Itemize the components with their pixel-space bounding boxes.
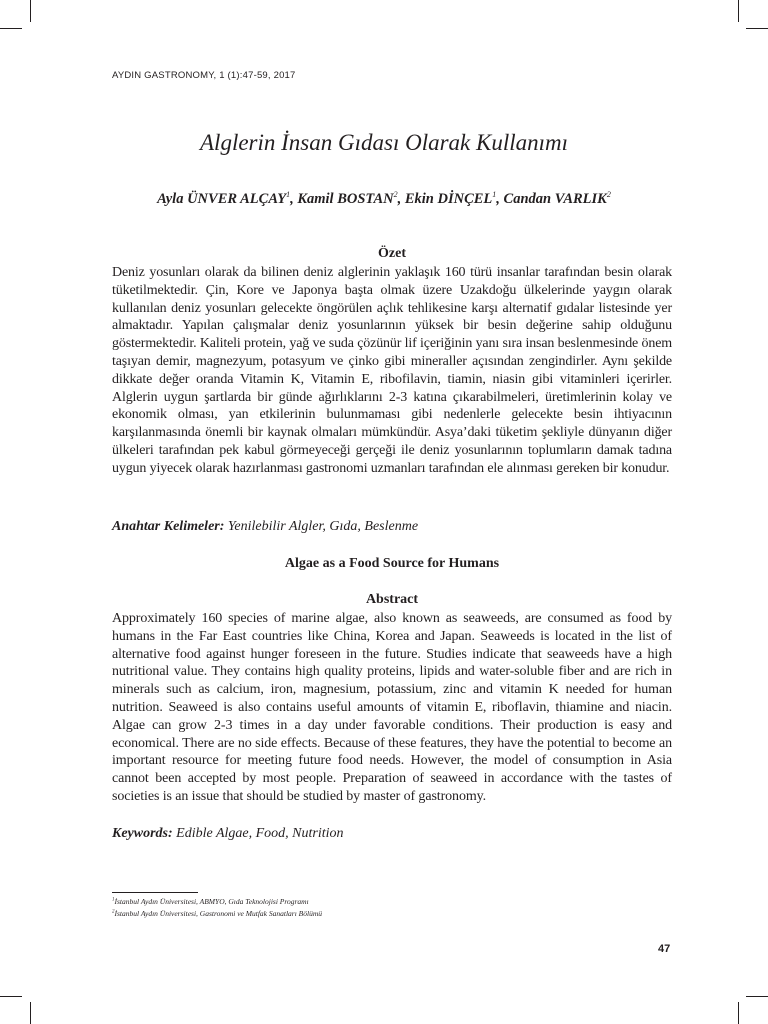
crop-mark	[746, 28, 768, 29]
author: Candan VARLIK$^2$	[503, 190, 611, 207]
crop-mark	[738, 1002, 739, 1024]
abstract-heading: Abstract	[365, 592, 419, 607]
keywords-label: Keywords:	[112, 826, 173, 841]
anahtar-kelimeler-text: Yenilebilir Algler, Gıda, Beslenme	[227, 519, 419, 534]
footnote: $^1$İstanbul Aydın Üniversitesi, ABMYO, Gıda Teknolojisi Programı	[112, 897, 309, 906]
keywords-text: Edible Algae, Food, Nutrition	[176, 826, 344, 841]
author: Ayla ÜNVER ALÇAY$^1$	[157, 190, 291, 207]
anahtar-kelimeler-label: Anahtar Kelimeler:	[112, 519, 225, 534]
crop-mark	[0, 996, 22, 997]
ozet-heading: Özet	[378, 246, 406, 261]
page-number: 47	[658, 943, 671, 955]
ozet-text: Deniz yosunları olarak da bilinen deniz alglerinin yaklaşık 160 türü insanlar tarafından besin olarak tüketilmektedir. Çin, Kore ve Japonya başta olmak üzere Uzakdoğu ülkelerinde yaygın olarak kullanılan deniz yosunları gelecekte öngörülen açlık tehlikesine karşı alternatif gıdalar listesinde yer almaktadır. Yapılan çalışmalar deniz yosunlarının yüksek bir besin değerine sahip olduğunu göstermektedir. Kaliteli protein, yağ ve suda çözünür lif içeriğinin yanı sıra insan beslenmesinde önem taşıyan demir, magnezyum, potasyum ve çinko gibi mineraller açısından zengindirler. Aynı şekilde dikkate değer oranda Vitamin K, Vitamin E, ribofilavin, tiamin, niasin gibi vitaminleri içerirler. Alglerin uygun şartlarda bir günde ağırlıklarını 2-3 katına çıkarabilmeleri, üretimlerinin kolay ve ekonomik olması, yan etkilerinin bulunmaması gibi nedenlerle gelecekte besin ihtiyacının karşılanmasında önemli bir kaynak olmaları mümkündür. Asya’daki tüketim şekliyle dünyanın diğer ülkeleri tarafından pek kabul görmeyeceği gerçeği ile deniz yosunlarının toplumların damak tadına uygun yiyecek olarak hazırlanması gastronomi uzmanları tarafından ele alınması gereken bir konudur.	[112, 265, 672, 476]
abstract-text: Approximately 160 species of marine algae, also known as seaweeds, are consumed as food by humans in the Far East countries like China, Korea and Japan. Seaweeds is located in the list of alternative food against hunger foreseen in the future. Studies indicate that seaweeds have a high nutritional value. They contains high quality proteins, lipids and water-soluble fiber and are rich in minerals such as calcium, iron, magnesium, potassium, zinc and vitamin K needed for human nutrition. Seaweed is also contains useful amounts of vitamin E, riboflavin, thiamine and niacin. Algae can grow 2-3 times in a day under favorable conditions. Their production is easy and economical. There are no side effects. Because of these features, they have the potential to become an important resource for meeting future food needs. However, the model of consumption in Asia cannot been accepted by most people. Preparation of seaweed in accordance with the tastes of societies is an issue that should be studied by master of gastronomy.	[112, 611, 672, 804]
journal-header: AYDIN GASTRONOMY, 1 (1):47-59, 2017	[112, 70, 296, 81]
footnote-rule	[112, 892, 198, 893]
paper-title: Alglerin İnsan Gıdası Olarak Kullanımı	[200, 130, 568, 155]
author-list: Ayla ÜNVER ALÇAY$^1$, Kamil BOSTAN$^2$, Ekin DİNÇEL$^1$, Candan VARLIK$^2$	[157, 190, 611, 207]
author: Ekin DİNÇEL$^1$	[404, 190, 497, 207]
author: Kamil BOSTAN$^2$	[297, 190, 398, 207]
footnote: $^2$İstanbul Aydın Üniversitesi, Gastronomi ve Mutfak Sanatları Bölümü	[112, 909, 322, 918]
crop-mark	[30, 0, 31, 22]
english-title: Algae as a Food Source for Humans	[284, 556, 500, 571]
keywords	[112, 826, 672, 842]
crop-mark	[30, 1002, 31, 1024]
crop-mark	[0, 28, 22, 29]
crop-mark	[738, 0, 739, 22]
anahtar-kelimeler	[112, 519, 672, 535]
crop-mark	[746, 996, 768, 997]
